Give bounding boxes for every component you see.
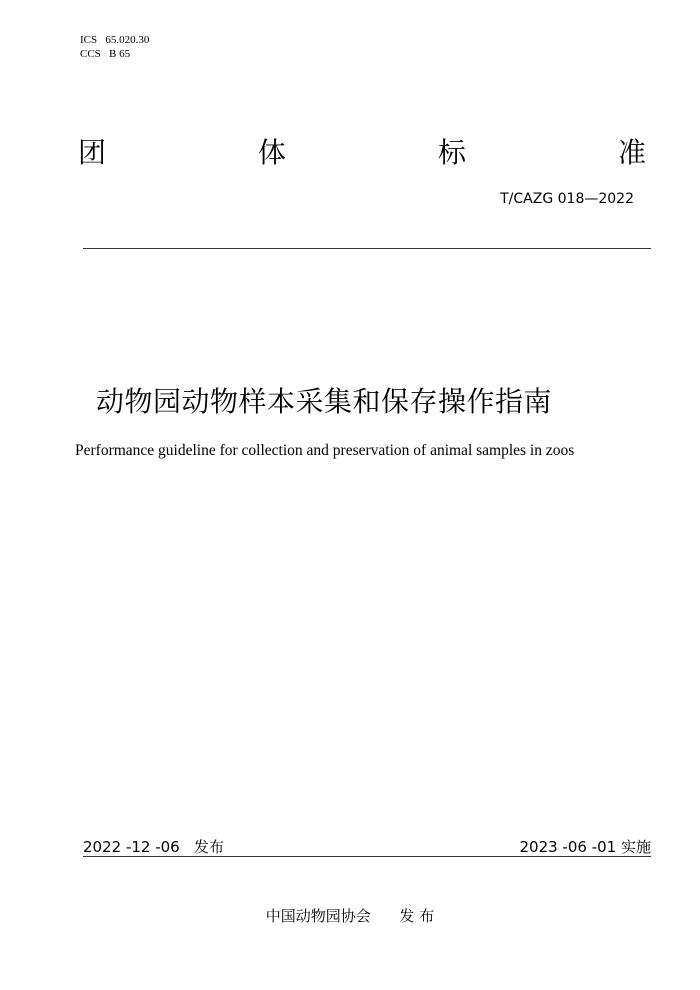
classification-codes (80, 33, 149, 61)
standard-type-char: 准 (617, 136, 646, 169)
issuer-line (0, 905, 700, 926)
publish-label: 发布 (194, 838, 225, 856)
document-title-english: Performance guideline for collection and preservation of animal samples in zoos (75, 442, 575, 459)
standard-code: T/CAZG 018—2022 (500, 191, 634, 207)
issuing-organization: 中国动物园协会 (265, 907, 371, 925)
implement-date-line (519, 836, 651, 857)
implement-date: 2023 -06 -01 (519, 838, 617, 856)
ics-code: ICS 65.020.30 (80, 34, 150, 46)
standard-type-char: 团 (78, 136, 107, 169)
standard-type-heading (78, 135, 646, 175)
top-divider (83, 248, 651, 249)
document-title-chinese: 动物园动物样本采集和保存操作指南 (96, 385, 553, 418)
publish-date: 2022 -12 -06 (83, 838, 180, 856)
publish-date-line (83, 836, 224, 857)
bottom-divider (83, 856, 651, 857)
standard-type-char: 标 (437, 136, 466, 169)
implement-label: 实施 (620, 838, 651, 856)
issue-label: 发 布 (399, 907, 435, 925)
standard-type-char: 体 (257, 136, 286, 169)
ccs-code: CCS B 65 (80, 48, 131, 60)
